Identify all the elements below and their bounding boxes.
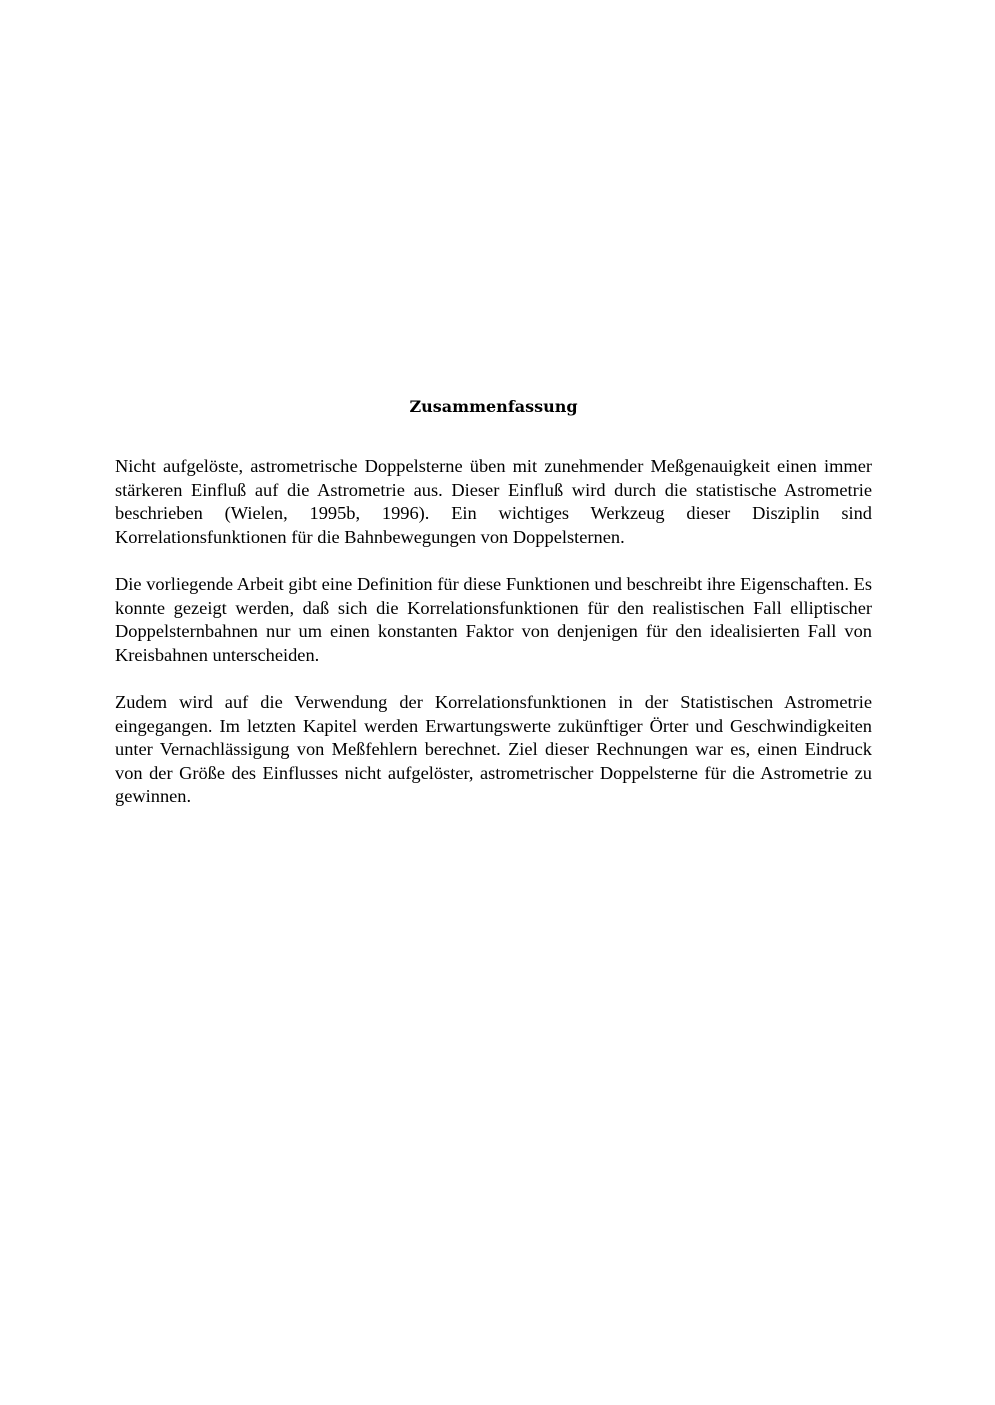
paragraph-3: Zudem wird auf die Verwendung der Korrelationsfunktionen in der Statistischen Astrometrie eingegangen. Im letzten Kapitel werden Erwartungswerte zukünftiger Örter und Geschwindigkeiten unter Vernachlässigung von Meßfehlern berechnet. Ziel dieser Rechnungen war es, einen Eindruck von der Größe des Einflusses nicht aufgelöster, astrometrischer Doppelsterne für die Astrometrie zu gewinnen. bbox=[115, 692, 872, 806]
paragraph-2: Die vorliegende Arbeit gibt eine Definition für diese Funktionen und beschreibt ihre Eigenschaften. Es konnte gezeigt werden, daß sich die Korrelationsfunktionen für den realistischen Fall elliptischer Doppelsternbahnen nur um einen konstanten Faktor von denjenigen für den idealisierten Fall von Kreisbahnen unterscheiden. bbox=[115, 574, 872, 665]
abstract-body bbox=[115, 455, 872, 833]
paragraph-1: Nicht aufgelöste, astrometrische Doppelsterne üben mit zunehmender Meßgenauigkeit einen immer stärkeren Einfluß auf die Astrometrie aus. Dieser Einfluß wird durch die statistische Astrometrie beschrieben (Wielen, 1995b, 1996). Ein wichtiges Werkzeug dieser Disziplin sind Korrelationsfunktionen für die Bahnbewegungen von Doppelsternen. bbox=[115, 456, 872, 547]
page-title: Zusammenfassung bbox=[409, 397, 578, 416]
